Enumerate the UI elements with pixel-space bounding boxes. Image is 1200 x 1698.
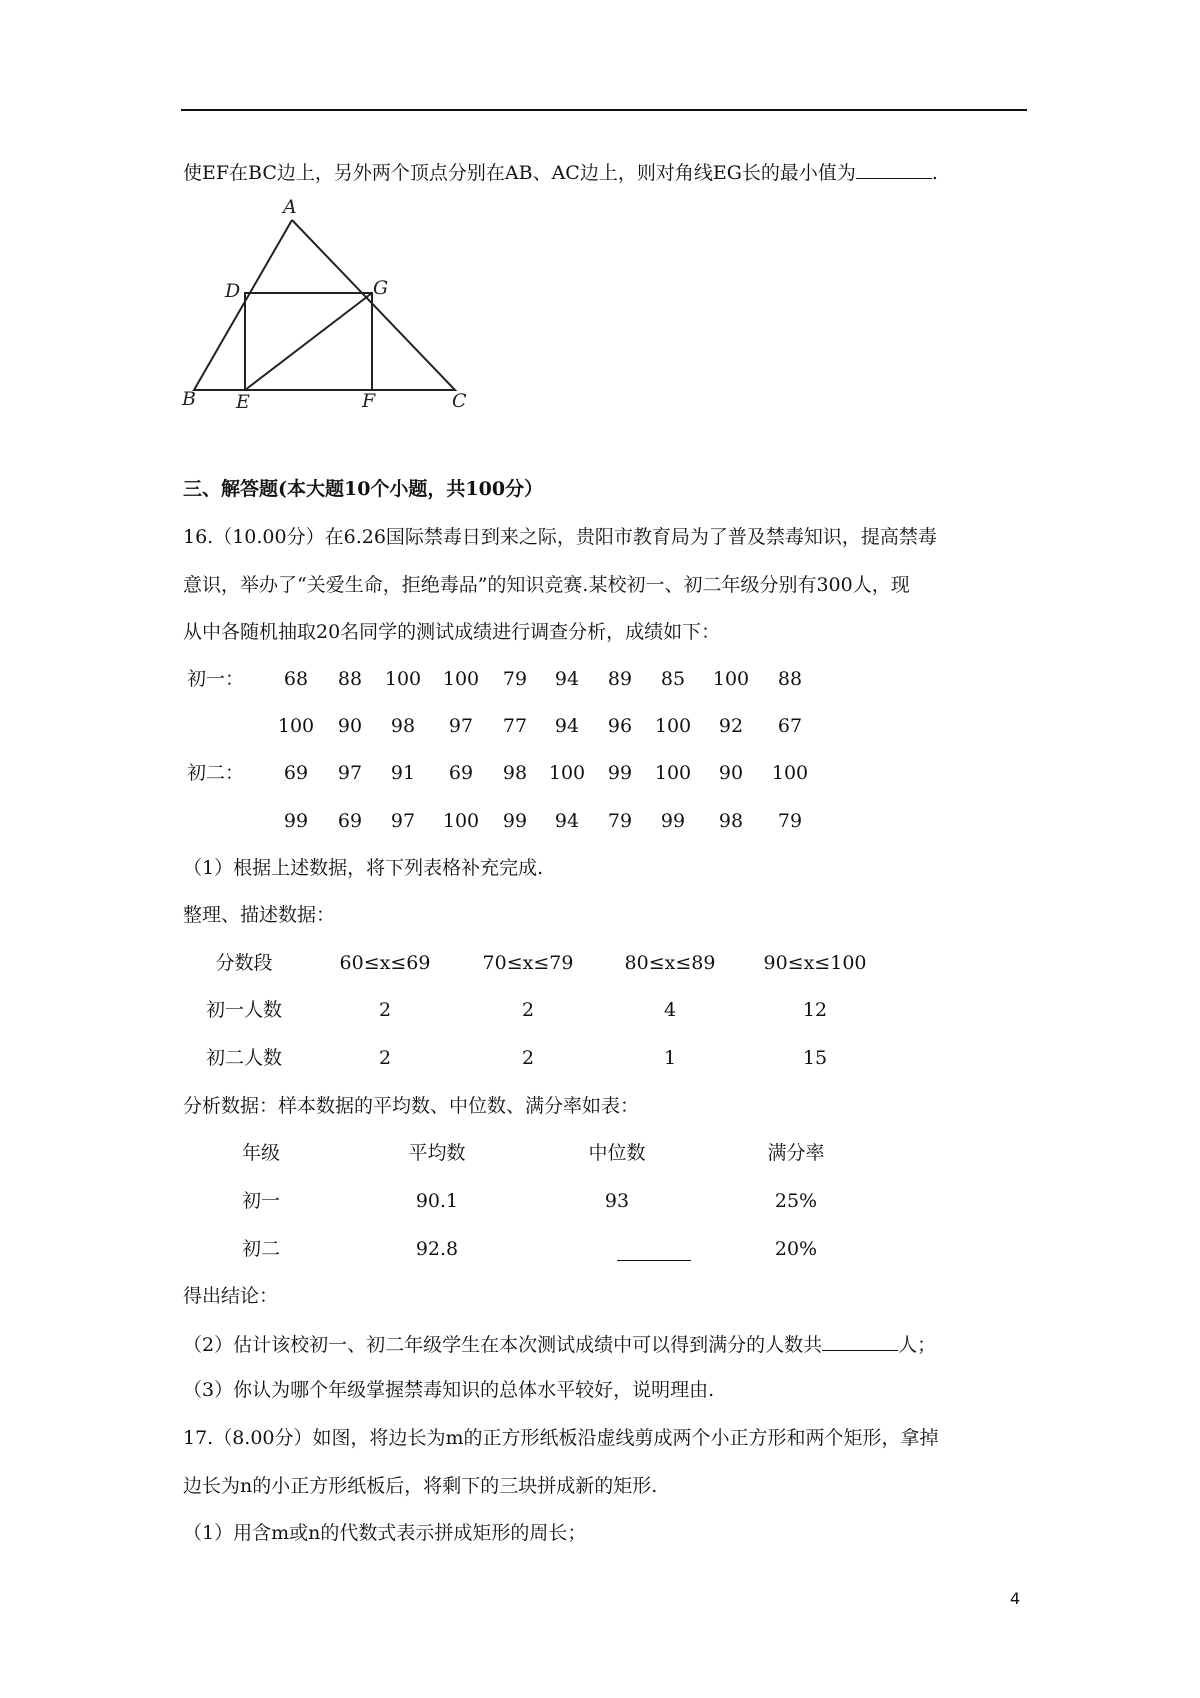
freq-cell: 初二人数 (205, 1047, 282, 1069)
freq-header-cell: 分数段 (215, 952, 273, 974)
stat-cell: 25% (774, 1190, 818, 1212)
freq-header-cell: 80≤x≤89 (624, 952, 716, 974)
triangle-rectangle-figure (175, 190, 475, 415)
score-cell: 94 (554, 810, 580, 832)
score-cell: 100 (384, 668, 422, 690)
page-number: 4 (1010, 1589, 1021, 1608)
header-rule (181, 109, 1027, 111)
stat-header-cell: 满分率 (767, 1142, 825, 1164)
score-cell: 98 (718, 810, 744, 832)
grade1-label: 初一： (187, 668, 245, 690)
score-cell: 85 (660, 668, 686, 690)
score-cell: 100 (548, 762, 586, 784)
q17-line-1: 17.（8.00分）如图，将边长为m的正方形纸板沿虚线剪成两个小正方形和两个矩形，拿掉 (183, 1427, 939, 1449)
score-cell: 79 (502, 668, 528, 690)
label-d: D (225, 280, 241, 302)
label-c: C (452, 390, 467, 412)
analyze-text: 分析数据：样本数据的平均数、中位数、满分率如表： (183, 1095, 640, 1117)
score-cell: 88 (777, 668, 803, 690)
section-title: 三、解答题(本大题10个小题，共100分） (183, 478, 544, 500)
score-cell: 69 (283, 762, 309, 784)
diagonal-eg (245, 293, 372, 390)
freq-cell: 12 (802, 999, 828, 1021)
score-cell: 77 (502, 715, 528, 737)
q16-line-3: 从中各随机抽取20名同学的测试成绩进行调查分析，成绩如下： (183, 621, 721, 643)
stat-cell: 93 (604, 1190, 630, 1212)
score-cell: 90 (337, 715, 363, 737)
score-cell: 68 (283, 668, 309, 690)
score-cell: 97 (448, 715, 474, 737)
label-b: B (182, 388, 196, 410)
score-cell: 79 (607, 810, 633, 832)
freq-cell: 2 (378, 999, 392, 1021)
score-cell: 90 (718, 762, 744, 784)
score-cell: 99 (502, 810, 528, 832)
score-cell: 100 (712, 668, 750, 690)
q16-part2-unit: 人； (898, 1334, 937, 1356)
stat-cell: 90.1 (415, 1190, 459, 1212)
freq-header-cell: 70≤x≤79 (482, 952, 574, 974)
score-cell: 100 (654, 715, 692, 737)
q16-part1: （1）根据上述数据，将下列表格补充完成. (183, 857, 544, 879)
q16-part2-text: （2）估计该校初一、初二年级学生在本次测试成绩中可以得到满分的人数共 (183, 1334, 823, 1356)
score-cell: 98 (502, 762, 528, 784)
score-cell: 88 (337, 668, 363, 690)
label-e: E (236, 391, 250, 413)
freq-cell: 15 (802, 1047, 828, 1069)
score-cell: 91 (390, 762, 416, 784)
score-cell: 100 (442, 810, 480, 832)
freq-cell: 初一人数 (205, 999, 282, 1021)
freq-cell: 2 (378, 1047, 392, 1069)
score-cell: 96 (607, 715, 633, 737)
score-cell: 69 (337, 810, 363, 832)
q16-part2-line (183, 1330, 936, 1358)
score-cell: 97 (337, 762, 363, 784)
score-cell: 99 (607, 762, 633, 784)
q17-part1: （1）用含m或n的代数式表示拼成矩形的周长； (183, 1522, 587, 1544)
stat-header-cell: 平均数 (408, 1142, 466, 1164)
stat-cell: 20% (774, 1238, 818, 1260)
score-cell: 97 (390, 810, 416, 832)
q16-line-2: 意识，举办了“关爱生命，拒绝毒品”的知识竞赛.某校初一、初二年级分别有300人，现 (183, 574, 910, 596)
triangle-abc (194, 220, 455, 390)
score-cell: 100 (442, 668, 480, 690)
score-cell: 94 (554, 715, 580, 737)
score-cell: 69 (448, 762, 474, 784)
score-cell: 99 (283, 810, 309, 832)
score-cell: 67 (777, 715, 803, 737)
q16-part2-blank[interactable] (822, 1330, 898, 1351)
organize-text: 整理、描述数据： (183, 904, 336, 926)
grade2-label: 初二： (187, 762, 245, 784)
freq-header-cell: 60≤x≤69 (339, 952, 431, 974)
score-cell: 98 (390, 715, 416, 737)
q15-end: . (931, 162, 938, 184)
q15-answer-blank[interactable] (856, 158, 932, 179)
score-cell: 100 (771, 762, 809, 784)
score-cell: 99 (660, 810, 686, 832)
q17-line-2: 边长为n的小正方形纸板后，将剩下的三块拼成新的矩形. (183, 1475, 658, 1497)
freq-cell: 4 (663, 999, 677, 1021)
conclude-text: 得出结论： (183, 1285, 279, 1307)
stat-header-cell: 中位数 (588, 1142, 646, 1164)
stat-cell: 初二 (241, 1238, 280, 1260)
score-cell: 94 (554, 668, 580, 690)
label-g: G (373, 277, 389, 299)
stat-cell: 92.8 (415, 1238, 459, 1260)
label-a: A (283, 196, 297, 218)
q16-line-1: 16.（10.00分）在6.26国际禁毒日到来之际，贵阳市教育局为了普及禁毒知识，提高禁毒 (183, 526, 937, 548)
score-cell: 100 (277, 715, 315, 737)
freq-header-cell: 90≤x≤100 (763, 952, 867, 974)
score-cell: 89 (607, 668, 633, 690)
q16-part3: （3）你认为哪个年级掌握禁毒知识的总体水平较好，说明理由. (183, 1379, 715, 1401)
q15-text: 使EF在BC边上，另外两个顶点分别在AB、AC边上，则对角线EG长的最小值为 (183, 162, 856, 184)
score-cell: 79 (777, 810, 803, 832)
score-cell: 92 (718, 715, 744, 737)
stat-header-cell: 年级 (241, 1142, 280, 1164)
q15-text-line (183, 158, 938, 186)
score-cell: 100 (654, 762, 692, 784)
median-answer-blank[interactable] (617, 1240, 691, 1261)
stat-cell: 初一 (241, 1190, 280, 1212)
freq-cell: 2 (521, 1047, 535, 1069)
freq-cell: 2 (521, 999, 535, 1021)
freq-cell: 1 (663, 1047, 677, 1069)
label-f: F (362, 390, 376, 412)
